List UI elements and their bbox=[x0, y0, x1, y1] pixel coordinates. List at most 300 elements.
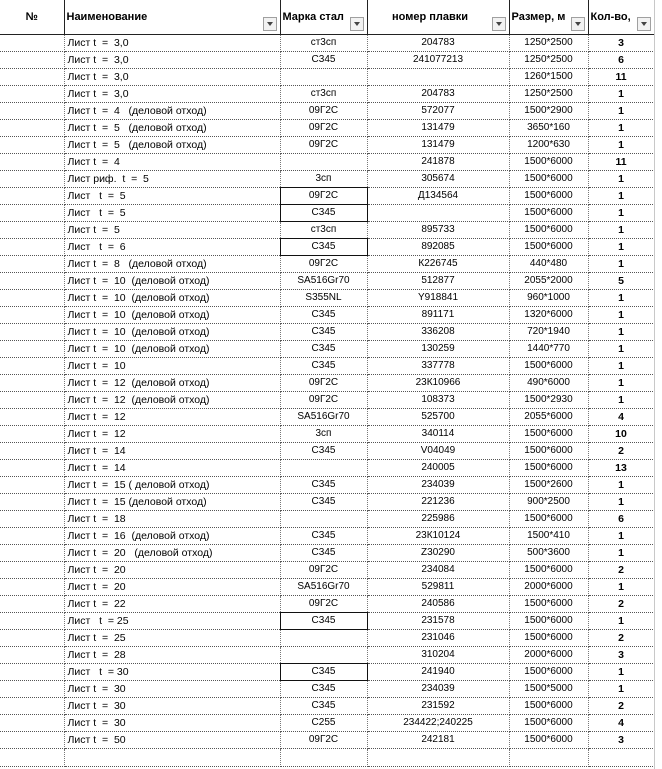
cell-name[interactable]: Лист t = 18 bbox=[64, 511, 280, 528]
cell-quantity[interactable]: 2 bbox=[588, 443, 654, 460]
cell-steel-grade[interactable]: 3сп bbox=[280, 426, 367, 443]
cell-name[interactable]: Лист t = 15 (деловой отход) bbox=[64, 494, 280, 511]
cell-heat-number[interactable]: 23К10966 bbox=[367, 375, 509, 392]
cell-heat-number[interactable]: 310204 bbox=[367, 647, 509, 664]
cell-number[interactable] bbox=[0, 579, 64, 596]
cell-number[interactable] bbox=[0, 154, 64, 171]
cell-heat-number[interactable]: 241077213 bbox=[367, 52, 509, 69]
cell-heat-number[interactable]: 225986 bbox=[367, 511, 509, 528]
table-row bbox=[0, 69, 654, 86]
header-heat-number[interactable] bbox=[367, 0, 509, 35]
header-name[interactable] bbox=[64, 0, 280, 35]
cell-size[interactable]: 720*1940 bbox=[509, 324, 588, 341]
cell-size[interactable]: 2000*6000 bbox=[509, 647, 588, 664]
cell-size[interactable]: 1500*6000 bbox=[509, 715, 588, 732]
cell-number[interactable] bbox=[0, 290, 64, 307]
cell-quantity[interactable]: 2 bbox=[588, 562, 654, 579]
cell-number[interactable] bbox=[0, 681, 64, 698]
cell-name[interactable]: Лист t = 20 bbox=[64, 562, 280, 579]
cell-name[interactable]: Лист t = 14 bbox=[64, 443, 280, 460]
cell-number[interactable] bbox=[0, 120, 64, 137]
cell-size[interactable]: 1500*2900 bbox=[509, 103, 588, 120]
cell-number[interactable] bbox=[0, 562, 64, 579]
cell-quantity[interactable]: 1 bbox=[588, 137, 654, 154]
cell-steel-grade[interactable]: С345 bbox=[280, 239, 367, 256]
cell-size[interactable]: 1260*1500 bbox=[509, 69, 588, 86]
cell-heat-number[interactable]: 241878 bbox=[367, 154, 509, 171]
cell-heat-number[interactable]: 895733 bbox=[367, 222, 509, 239]
header-row bbox=[0, 0, 654, 35]
header-quantity-label: Кол-во, bbox=[590, 11, 631, 23]
cell-name[interactable]: Лист t = 30 bbox=[64, 681, 280, 698]
cell-heat-number[interactable]: Y918841 bbox=[367, 290, 509, 307]
cell-quantity[interactable]: 1 bbox=[588, 86, 654, 103]
cell-heat-number[interactable]: 231592 bbox=[367, 698, 509, 715]
cell-number[interactable] bbox=[0, 358, 64, 375]
cell-size[interactable]: 1250*2500 bbox=[509, 86, 588, 103]
cell-quantity[interactable]: 1 bbox=[588, 528, 654, 545]
cell-size[interactable]: 1500*6000 bbox=[509, 171, 588, 188]
cell-size[interactable]: 1500*6000 bbox=[509, 222, 588, 239]
cell-name[interactable]: Лист t = 22 bbox=[64, 596, 280, 613]
cell-size[interactable]: 1500*6000 bbox=[509, 698, 588, 715]
cell-name[interactable]: Лист t = 25 bbox=[64, 630, 280, 647]
cell-steel-grade[interactable]: С345 bbox=[280, 477, 367, 494]
cell-size[interactable]: 1320*6000 bbox=[509, 307, 588, 324]
cell-quantity[interactable]: 1 bbox=[588, 188, 654, 205]
cell-number[interactable] bbox=[0, 409, 64, 426]
cell-steel-grade[interactable]: С345 bbox=[280, 545, 367, 562]
cell-number[interactable] bbox=[0, 222, 64, 239]
cell-steel-grade[interactable]: ст3сп bbox=[280, 222, 367, 239]
cell-number[interactable] bbox=[0, 698, 64, 715]
cell-number[interactable] bbox=[0, 69, 64, 86]
dropdown-arrow-icon bbox=[267, 22, 273, 26]
cell-number[interactable] bbox=[0, 205, 64, 222]
cell-heat-number[interactable]: 131479 bbox=[367, 137, 509, 154]
cell-name[interactable]: Лист t = 10 (деловой отход) bbox=[64, 341, 280, 358]
cell-steel-grade[interactable]: С345 bbox=[280, 494, 367, 511]
cell-heat-number[interactable]: 130259 bbox=[367, 341, 509, 358]
filter-dropdown-quantity[interactable] bbox=[637, 17, 651, 31]
cell-steel-grade[interactable]: С345 bbox=[280, 528, 367, 545]
cell-quantity[interactable]: 1 bbox=[588, 205, 654, 222]
cell-steel-grade[interactable]: 09Г2С bbox=[280, 732, 367, 749]
cell-quantity[interactable]: 1 bbox=[588, 545, 654, 562]
cell-name[interactable]: Лист t = 5 bbox=[64, 205, 280, 222]
cell-steel-grade[interactable]: С345 bbox=[280, 52, 367, 69]
cell-steel-grade[interactable]: 09Г2С bbox=[280, 120, 367, 137]
empty-cell[interactable] bbox=[588, 749, 654, 767]
cell-quantity[interactable]: 1 bbox=[588, 477, 654, 494]
cell-name[interactable]: Лист t = 12 (деловой отход) bbox=[64, 392, 280, 409]
cell-steel-grade[interactable]: С345 bbox=[280, 205, 367, 222]
cell-heat-number[interactable]: 891171 bbox=[367, 307, 509, 324]
header-size-label: Размер, м bbox=[511, 11, 566, 23]
cell-number[interactable] bbox=[0, 511, 64, 528]
cell-quantity[interactable]: 1 bbox=[588, 664, 654, 681]
table-row bbox=[0, 358, 654, 375]
cell-number[interactable] bbox=[0, 715, 64, 732]
cell-quantity[interactable]: 1 bbox=[588, 392, 654, 409]
cell-heat-number[interactable]: 240586 bbox=[367, 596, 509, 613]
cell-steel-grade[interactable]: S355NL bbox=[280, 290, 367, 307]
cell-quantity[interactable]: 5 bbox=[588, 273, 654, 290]
cell-number[interactable] bbox=[0, 375, 64, 392]
dropdown-arrow-icon bbox=[575, 22, 581, 26]
cell-name[interactable]: Лист t = 10 bbox=[64, 358, 280, 375]
cell-steel-grade[interactable]: 09Г2С bbox=[280, 392, 367, 409]
cell-size[interactable]: 2055*2000 bbox=[509, 273, 588, 290]
empty-row bbox=[0, 749, 654, 767]
cell-quantity[interactable]: 11 bbox=[588, 69, 654, 86]
cell-steel-grade[interactable]: SA516Gr70 bbox=[280, 409, 367, 426]
cell-size[interactable]: 1440*770 bbox=[509, 341, 588, 358]
cell-quantity[interactable]: 1 bbox=[588, 681, 654, 698]
cell-name[interactable]: Лист t = 12 (деловой отход) bbox=[64, 375, 280, 392]
table-row bbox=[0, 205, 654, 222]
cell-quantity[interactable]: 6 bbox=[588, 52, 654, 69]
cell-number[interactable] bbox=[0, 103, 64, 120]
cell-number[interactable] bbox=[0, 630, 64, 647]
empty-cell[interactable] bbox=[509, 749, 588, 767]
cell-number[interactable] bbox=[0, 171, 64, 188]
cell-quantity[interactable]: 1 bbox=[588, 324, 654, 341]
cell-quantity[interactable]: 3 bbox=[588, 647, 654, 664]
cell-number[interactable] bbox=[0, 341, 64, 358]
table-row bbox=[0, 477, 654, 494]
table-row bbox=[0, 52, 654, 69]
cell-size[interactable]: 900*2500 bbox=[509, 494, 588, 511]
cell-number[interactable] bbox=[0, 545, 64, 562]
filter-dropdown-steel-grade[interactable] bbox=[350, 17, 364, 31]
cell-number[interactable] bbox=[0, 256, 64, 273]
cell-size[interactable]: 490*6000 bbox=[509, 375, 588, 392]
cell-name[interactable]: Лист t = 4 (деловой отход) bbox=[64, 103, 280, 120]
cell-steel-grade[interactable]: С345 bbox=[280, 698, 367, 715]
cell-heat-number[interactable]: 234039 bbox=[367, 681, 509, 698]
cell-name[interactable]: Лист t = 20 bbox=[64, 579, 280, 596]
cell-number[interactable] bbox=[0, 86, 64, 103]
cell-number[interactable] bbox=[0, 188, 64, 205]
table-row bbox=[0, 426, 654, 443]
table-row bbox=[0, 290, 654, 307]
cell-heat-number[interactable]: 221236 bbox=[367, 494, 509, 511]
cell-quantity[interactable]: 1 bbox=[588, 222, 654, 239]
cell-quantity[interactable]: 10 bbox=[588, 426, 654, 443]
cell-steel-grade[interactable] bbox=[280, 630, 367, 647]
table-row bbox=[0, 647, 654, 664]
cell-steel-grade[interactable]: ст3сп bbox=[280, 86, 367, 103]
cell-number[interactable] bbox=[0, 137, 64, 154]
cell-size[interactable]: 1500*2600 bbox=[509, 477, 588, 494]
cell-quantity[interactable]: 1 bbox=[588, 494, 654, 511]
cell-quantity[interactable]: 3 bbox=[588, 732, 654, 749]
cell-number[interactable] bbox=[0, 239, 64, 256]
cell-size[interactable]: 1500*6000 bbox=[509, 460, 588, 477]
cell-size[interactable]: 1500*6000 bbox=[509, 630, 588, 647]
cell-name[interactable]: Лист t = 4 bbox=[64, 154, 280, 171]
table-row bbox=[0, 715, 654, 732]
cell-heat-number[interactable]: К226745 bbox=[367, 256, 509, 273]
cell-name[interactable]: Лист t = 10 (деловой отход) bbox=[64, 307, 280, 324]
cell-heat-number[interactable]: 231578 bbox=[367, 613, 509, 630]
cell-heat-number[interactable]: 240005 bbox=[367, 460, 509, 477]
cell-name[interactable]: Лист t = 12 bbox=[64, 426, 280, 443]
cell-quantity[interactable]: 1 bbox=[588, 375, 654, 392]
cell-heat-number[interactable]: 572077 bbox=[367, 103, 509, 120]
cell-heat-number[interactable]: 525700 bbox=[367, 409, 509, 426]
table-row bbox=[0, 188, 654, 205]
table-row bbox=[0, 579, 654, 596]
cell-name[interactable]: Лист t = 10 (деловой отход) bbox=[64, 324, 280, 341]
header-size[interactable] bbox=[509, 0, 588, 35]
cell-steel-grade[interactable]: С345 bbox=[280, 358, 367, 375]
cell-steel-grade[interactable]: SA516Gr70 bbox=[280, 273, 367, 290]
cell-quantity[interactable]: 1 bbox=[588, 341, 654, 358]
cell-steel-grade[interactable] bbox=[280, 69, 367, 86]
cell-size[interactable]: 1200*630 bbox=[509, 137, 588, 154]
cell-heat-number[interactable]: 231046 bbox=[367, 630, 509, 647]
cell-name[interactable]: Лист t = 30 bbox=[64, 698, 280, 715]
cell-quantity[interactable]: 2 bbox=[588, 698, 654, 715]
cell-size[interactable]: 1500*6000 bbox=[509, 562, 588, 579]
cell-size[interactable]: 1500*6000 bbox=[509, 239, 588, 256]
cell-heat-number[interactable]: 529811 bbox=[367, 579, 509, 596]
cell-heat-number[interactable]: 234039 bbox=[367, 477, 509, 494]
cell-quantity[interactable]: 1 bbox=[588, 120, 654, 137]
cell-size[interactable]: 440*480 bbox=[509, 256, 588, 273]
cell-number[interactable] bbox=[0, 664, 64, 681]
cell-name[interactable]: Лист t = 3,0 bbox=[64, 86, 280, 103]
cell-steel-grade[interactable]: С255 bbox=[280, 715, 367, 732]
cell-heat-number[interactable]: 131479 bbox=[367, 120, 509, 137]
filter-dropdown-name[interactable] bbox=[263, 17, 277, 31]
cell-size[interactable]: 1500*5000 bbox=[509, 681, 588, 698]
cell-name[interactable]: Лист t = 12 bbox=[64, 409, 280, 426]
cell-steel-grade[interactable]: 09Г2С bbox=[280, 103, 367, 120]
cell-size[interactable]: 960*1000 bbox=[509, 290, 588, 307]
cell-name[interactable]: Лист t = 5 bbox=[64, 222, 280, 239]
cell-steel-grade[interactable]: С345 bbox=[280, 443, 367, 460]
cell-size[interactable]: 1500*6000 bbox=[509, 511, 588, 528]
cell-steel-grade[interactable]: 09Г2С bbox=[280, 188, 367, 205]
cell-name[interactable]: Лист t = 3,0 bbox=[64, 35, 280, 52]
cell-steel-grade[interactable] bbox=[280, 460, 367, 477]
cell-size[interactable]: 1500*6000 bbox=[509, 732, 588, 749]
cell-quantity[interactable]: 2 bbox=[588, 630, 654, 647]
cell-name[interactable]: Лист t = 15 ( деловой отход) bbox=[64, 477, 280, 494]
cell-steel-grade[interactable] bbox=[280, 154, 367, 171]
cell-name[interactable]: Лист t = 6 bbox=[64, 239, 280, 256]
cell-name[interactable]: Лист t = 5 (деловой отход) bbox=[64, 137, 280, 154]
cell-heat-number[interactable] bbox=[367, 69, 509, 86]
cell-steel-grade[interactable]: С345 bbox=[280, 324, 367, 341]
cell-steel-grade[interactable]: 3сп bbox=[280, 171, 367, 188]
cell-number[interactable] bbox=[0, 494, 64, 511]
cell-size[interactable]: 1500*6000 bbox=[509, 426, 588, 443]
cell-heat-number[interactable]: 241940 bbox=[367, 664, 509, 681]
cell-name[interactable]: Лист t = 25 bbox=[64, 613, 280, 630]
cell-size[interactable]: 1500*6000 bbox=[509, 154, 588, 171]
cell-heat-number[interactable]: 204783 bbox=[367, 35, 509, 52]
cell-steel-grade[interactable]: 09Г2С bbox=[280, 256, 367, 273]
cell-steel-grade[interactable]: ст3сп bbox=[280, 35, 367, 52]
cell-name[interactable]: Лист t = 20 (деловой отход) bbox=[64, 545, 280, 562]
cell-name[interactable]: Лист t = 5 bbox=[64, 188, 280, 205]
cell-steel-grade[interactable]: С345 bbox=[280, 613, 367, 630]
table-row bbox=[0, 239, 654, 256]
cell-heat-number[interactable]: 305674 bbox=[367, 171, 509, 188]
table-row bbox=[0, 35, 654, 52]
cell-steel-grade[interactable]: 09Г2С bbox=[280, 137, 367, 154]
cell-heat-number[interactable]: 234422;240225 bbox=[367, 715, 509, 732]
cell-steel-grade[interactable]: SA516Gr70 bbox=[280, 579, 367, 596]
cell-name[interactable]: Лист t = 30 bbox=[64, 664, 280, 681]
cell-name[interactable]: Лист t = 14 bbox=[64, 460, 280, 477]
cell-heat-number[interactable]: 234084 bbox=[367, 562, 509, 579]
cell-size[interactable]: 1500*6000 bbox=[509, 443, 588, 460]
cell-name[interactable]: Лист t = 3,0 bbox=[64, 69, 280, 86]
cell-number[interactable] bbox=[0, 528, 64, 545]
cell-size[interactable]: 1500*6000 bbox=[509, 188, 588, 205]
cell-size[interactable]: 2055*6000 bbox=[509, 409, 588, 426]
cell-name[interactable]: Лист t = 5 (деловой отход) bbox=[64, 120, 280, 137]
cell-number[interactable] bbox=[0, 732, 64, 749]
cell-steel-grade[interactable]: 09Г2С bbox=[280, 562, 367, 579]
cell-quantity[interactable]: 1 bbox=[588, 307, 654, 324]
cell-steel-grade[interactable]: С345 bbox=[280, 307, 367, 324]
header-heat-number-label: номер плавки bbox=[391, 11, 469, 23]
cell-name[interactable]: Лист t = 30 bbox=[64, 715, 280, 732]
cell-heat-number[interactable]: 336208 bbox=[367, 324, 509, 341]
cell-heat-number[interactable]: 892085 bbox=[367, 239, 509, 256]
cell-steel-grade[interactable] bbox=[280, 511, 367, 528]
cell-quantity[interactable]: 13 bbox=[588, 460, 654, 477]
empty-cell[interactable] bbox=[0, 749, 64, 767]
cell-number[interactable] bbox=[0, 596, 64, 613]
table-row bbox=[0, 86, 654, 103]
table-row bbox=[0, 120, 654, 137]
cell-heat-number[interactable]: 337778 bbox=[367, 358, 509, 375]
cell-quantity[interactable]: 4 bbox=[588, 715, 654, 732]
cell-heat-number[interactable]: 242181 bbox=[367, 732, 509, 749]
cell-number[interactable] bbox=[0, 52, 64, 69]
cell-quantity[interactable]: 6 bbox=[588, 511, 654, 528]
cell-size[interactable]: 1250*2500 bbox=[509, 35, 588, 52]
cell-heat-number[interactable]: V04049 bbox=[367, 443, 509, 460]
cell-number[interactable] bbox=[0, 35, 64, 52]
cell-number[interactable] bbox=[0, 477, 64, 494]
cell-heat-number[interactable]: Z30290 bbox=[367, 545, 509, 562]
cell-quantity[interactable]: 1 bbox=[588, 579, 654, 596]
cell-quantity[interactable]: 1 bbox=[588, 358, 654, 375]
table-row bbox=[0, 630, 654, 647]
cell-quantity[interactable]: 11 bbox=[588, 154, 654, 171]
cell-name[interactable]: Лист t = 50 bbox=[64, 732, 280, 749]
cell-size[interactable]: 3650*160 bbox=[509, 120, 588, 137]
cell-size[interactable]: 1500*6000 bbox=[509, 596, 588, 613]
cell-quantity[interactable]: 1 bbox=[588, 613, 654, 630]
cell-size[interactable]: 2000*6000 bbox=[509, 579, 588, 596]
cell-quantity[interactable]: 1 bbox=[588, 256, 654, 273]
cell-heat-number[interactable]: Д134564 bbox=[367, 188, 509, 205]
cell-number[interactable] bbox=[0, 647, 64, 664]
cell-number[interactable] bbox=[0, 307, 64, 324]
cell-steel-grade[interactable]: С345 bbox=[280, 341, 367, 358]
cell-heat-number[interactable]: 204783 bbox=[367, 86, 509, 103]
table-row bbox=[0, 528, 654, 545]
cell-size[interactable]: 1500*6000 bbox=[509, 613, 588, 630]
empty-cell[interactable] bbox=[367, 749, 509, 767]
cell-steel-grade[interactable]: 09Г2С bbox=[280, 596, 367, 613]
cell-quantity[interactable]: 1 bbox=[588, 239, 654, 256]
cell-size[interactable]: 1500*2930 bbox=[509, 392, 588, 409]
cell-number[interactable] bbox=[0, 392, 64, 409]
cell-size[interactable]: 1250*2500 bbox=[509, 52, 588, 69]
cell-size[interactable]: 1500*6000 bbox=[509, 358, 588, 375]
cell-steel-grade[interactable]: С345 bbox=[280, 681, 367, 698]
cell-name[interactable]: Лист t = 28 bbox=[64, 647, 280, 664]
cell-steel-grade[interactable]: С345 bbox=[280, 664, 367, 681]
filter-dropdown-heat-number[interactable] bbox=[492, 17, 506, 31]
table-row bbox=[0, 613, 654, 630]
cell-number[interactable] bbox=[0, 273, 64, 290]
header-steel-grade[interactable] bbox=[280, 0, 367, 35]
cell-name[interactable]: Лист t = 3,0 bbox=[64, 52, 280, 69]
table-row bbox=[0, 698, 654, 715]
table-body bbox=[0, 35, 654, 767]
cell-quantity[interactable]: 1 bbox=[588, 171, 654, 188]
cell-heat-number[interactable]: 340114 bbox=[367, 426, 509, 443]
cell-heat-number[interactable]: 108373 bbox=[367, 392, 509, 409]
table-row bbox=[0, 545, 654, 562]
cell-steel-grade[interactable] bbox=[280, 647, 367, 664]
cell-name[interactable]: Лист t = 8 (деловой отход) bbox=[64, 256, 280, 273]
table-row bbox=[0, 103, 654, 120]
header-quantity[interactable] bbox=[588, 0, 654, 35]
table-row bbox=[0, 443, 654, 460]
cell-number[interactable] bbox=[0, 426, 64, 443]
cell-number[interactable] bbox=[0, 613, 64, 630]
cell-size[interactable]: 1500*6000 bbox=[509, 205, 588, 222]
cell-number[interactable] bbox=[0, 443, 64, 460]
cell-size[interactable]: 1500*410 bbox=[509, 528, 588, 545]
cell-size[interactable]: 500*3600 bbox=[509, 545, 588, 562]
cell-quantity[interactable]: 1 bbox=[588, 103, 654, 120]
filter-dropdown-size[interactable] bbox=[571, 17, 585, 31]
cell-quantity[interactable]: 3 bbox=[588, 35, 654, 52]
cell-quantity[interactable]: 2 bbox=[588, 596, 654, 613]
cell-quantity[interactable]: 1 bbox=[588, 290, 654, 307]
cell-quantity[interactable]: 4 bbox=[588, 409, 654, 426]
header-number[interactable] bbox=[0, 0, 64, 35]
empty-cell[interactable] bbox=[280, 749, 367, 767]
cell-size[interactable]: 1500*6000 bbox=[509, 664, 588, 681]
cell-number[interactable] bbox=[0, 460, 64, 477]
table-row bbox=[0, 341, 654, 358]
cell-name[interactable]: Лист t = 10 (деловой отход) bbox=[64, 290, 280, 307]
empty-cell[interactable] bbox=[64, 749, 280, 767]
cell-heat-number[interactable]: 512877 bbox=[367, 273, 509, 290]
cell-name[interactable]: Лист t = 16 (деловой отход) bbox=[64, 528, 280, 545]
cell-name[interactable]: Лист t = 10 (деловой отход) bbox=[64, 273, 280, 290]
cell-heat-number[interactable]: 23К10124 bbox=[367, 528, 509, 545]
cell-heat-number[interactable] bbox=[367, 205, 509, 222]
cell-number[interactable] bbox=[0, 324, 64, 341]
cell-name[interactable]: Лист риф. t = 5 bbox=[64, 171, 280, 188]
cell-steel-grade[interactable]: 09Г2С bbox=[280, 375, 367, 392]
